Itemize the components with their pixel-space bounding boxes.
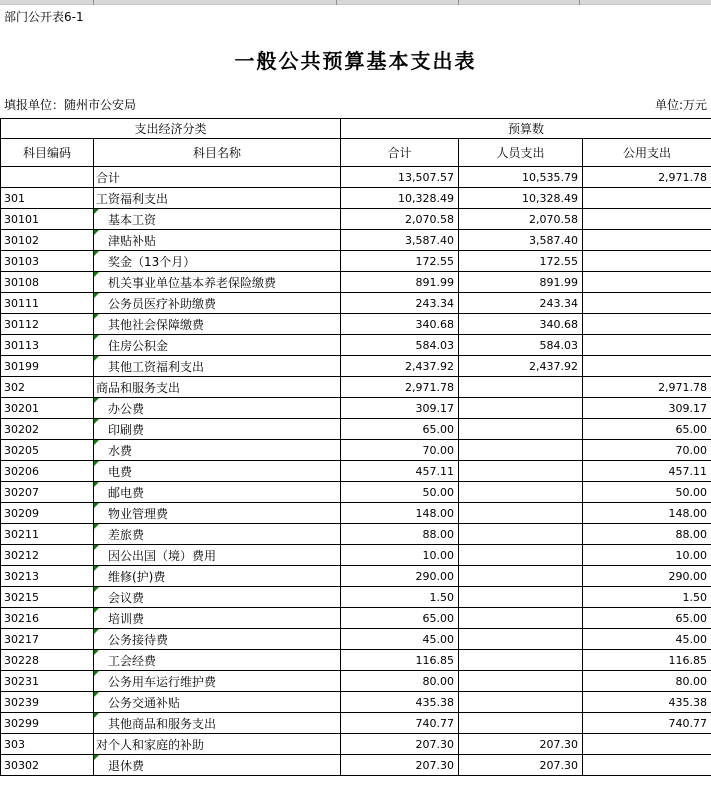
table-row (1, 671, 711, 692)
spreadsheet-grid-strip (0, 0, 711, 5)
table-row (1, 482, 711, 503)
error-indicator-icon (94, 482, 99, 487)
cell-public[interactable]: 70.00 (583, 440, 711, 461)
table-row (1, 167, 711, 188)
error-indicator-icon (94, 419, 99, 424)
cell-personnel[interactable]: 340.68 (459, 314, 583, 335)
cell-name[interactable] (94, 356, 341, 377)
table-row (1, 650, 711, 671)
cell-total[interactable]: 290.00 (341, 566, 459, 587)
cell-public[interactable]: 2,971.78 (583, 377, 711, 398)
table-row (1, 461, 711, 482)
cell-name[interactable] (94, 671, 341, 692)
cell-name[interactable] (94, 293, 341, 314)
cell-name[interactable] (94, 419, 341, 440)
error-indicator-icon (94, 209, 99, 214)
cell-name-text: 因公出国（境）费用 (108, 548, 217, 563)
cell-total[interactable]: 891.99 (341, 272, 459, 293)
cell-name-text: 会议费 (108, 590, 145, 605)
cell-total[interactable]: 2,971.78 (341, 377, 459, 398)
table-row (1, 209, 711, 230)
cell-name[interactable] (94, 587, 341, 608)
cell-total[interactable]: 740.77 (341, 713, 459, 734)
cell-code[interactable]: 30231 (1, 671, 94, 692)
error-indicator-icon (94, 566, 99, 571)
cell-public[interactable]: 45.00 (583, 629, 711, 650)
cell-personnel[interactable] (459, 482, 583, 503)
cell-code[interactable]: 30228 (1, 650, 94, 671)
cell-code[interactable]: 30213 (1, 566, 94, 587)
cell-name-text: 差旅费 (108, 527, 145, 542)
cell-total[interactable]: 2,437.92 (341, 356, 459, 377)
error-indicator-icon (94, 293, 99, 298)
cell-public[interactable] (583, 272, 711, 293)
error-indicator-icon (94, 251, 99, 256)
cell-name-text: 办公费 (108, 401, 145, 416)
cell-name-text: 公务接待费 (108, 632, 169, 647)
error-indicator-icon (94, 335, 99, 340)
cell-total[interactable]: 148.00 (341, 503, 459, 524)
cell-code[interactable]: 30112 (1, 314, 94, 335)
table-row (1, 377, 711, 398)
cell-public[interactable]: 65.00 (583, 419, 711, 440)
cell-code[interactable]: 30202 (1, 419, 94, 440)
cell-code[interactable]: 30103 (1, 251, 94, 272)
cell-total[interactable]: 65.00 (341, 608, 459, 629)
column-boundary-tick (93, 0, 94, 5)
cell-public[interactable] (583, 188, 711, 209)
cell-name[interactable] (94, 230, 341, 251)
cell-public[interactable]: 2,971.78 (583, 167, 711, 188)
cell-code[interactable]: 30101 (1, 209, 94, 230)
cell-total[interactable]: 207.30 (341, 755, 459, 776)
cell-personnel[interactable] (459, 671, 583, 692)
cell-personnel[interactable]: 10,328.49 (459, 188, 583, 209)
cell-name-text: 其他社会保障缴费 (108, 317, 205, 332)
table-row (1, 440, 711, 461)
cell-personnel[interactable]: 243.34 (459, 293, 583, 314)
cell-public[interactable]: 10.00 (583, 545, 711, 566)
cell-public[interactable] (583, 293, 711, 314)
error-indicator-icon (94, 314, 99, 319)
table-header (1, 119, 711, 167)
cell-name-text: 电费 (108, 464, 133, 479)
meta-line (4, 96, 707, 113)
cell-public[interactable]: 88.00 (583, 524, 711, 545)
table-row (1, 566, 711, 587)
cell-total[interactable]: 2,070.58 (341, 209, 459, 230)
cell-public[interactable] (583, 356, 711, 377)
cell-total[interactable]: 3,587.40 (341, 230, 459, 251)
table-row (1, 398, 711, 419)
error-indicator-icon (94, 587, 99, 592)
cell-personnel[interactable]: 2,070.58 (459, 209, 583, 230)
cell-personnel[interactable] (459, 524, 583, 545)
table-row (1, 272, 711, 293)
error-indicator-icon (94, 272, 99, 277)
error-indicator-icon (94, 503, 99, 508)
cell-public[interactable]: 457.11 (583, 461, 711, 482)
cell-personnel[interactable] (459, 566, 583, 587)
cell-personnel[interactable] (459, 398, 583, 419)
table-row (1, 356, 711, 377)
cell-personnel[interactable]: 207.30 (459, 734, 583, 755)
cell-name[interactable] (94, 713, 341, 734)
error-indicator-icon (94, 356, 99, 361)
column-header-total[interactable]: 合计 (341, 139, 459, 167)
cell-code[interactable]: 30302 (1, 755, 94, 776)
cell-code[interactable]: 30239 (1, 692, 94, 713)
cell-name-text: 公务员医疗补助缴费 (108, 296, 217, 311)
cell-total[interactable]: 309.17 (341, 398, 459, 419)
cell-total[interactable]: 88.00 (341, 524, 459, 545)
cell-name[interactable] (94, 692, 341, 713)
error-indicator-icon (94, 629, 99, 634)
table-row (1, 524, 711, 545)
cell-code[interactable]: 30217 (1, 629, 94, 650)
table-row (1, 419, 711, 440)
cell-total[interactable]: 207.30 (341, 734, 459, 755)
cell-name-text: 物业管理费 (108, 506, 169, 521)
cell-name-text: 水费 (108, 443, 133, 458)
column-header-personnel-expense[interactable]: 人员支出 (459, 139, 583, 167)
cell-code[interactable]: 30209 (1, 503, 94, 524)
cell-public[interactable] (583, 335, 711, 356)
column-header-public-expense[interactable]: 公用支出 (583, 139, 711, 167)
cell-total[interactable]: 45.00 (341, 629, 459, 650)
filler-unit-label: 填报单位：随州市公安局 (4, 98, 137, 112)
budget-table (0, 118, 711, 776)
group-header-expense-classification[interactable]: 支出经济分类 (1, 119, 341, 139)
cell-public[interactable]: 116.85 (583, 650, 711, 671)
cell-personnel[interactable] (459, 608, 583, 629)
cell-personnel[interactable]: 207.30 (459, 755, 583, 776)
cell-name-text: 机关事业单位基本养老保险缴费 (108, 275, 277, 290)
cell-name[interactable] (94, 251, 341, 272)
cell-personnel[interactable] (459, 419, 583, 440)
cell-code[interactable]: 30205 (1, 440, 94, 461)
table-row (1, 692, 711, 713)
cell-total[interactable]: 65.00 (341, 419, 459, 440)
group-header-row (1, 119, 711, 139)
cell-public[interactable] (583, 209, 711, 230)
cell-public[interactable] (583, 230, 711, 251)
cell-name-text: 工资福利支出 (96, 191, 169, 206)
cell-total[interactable]: 435.38 (341, 692, 459, 713)
cell-name[interactable] (94, 335, 341, 356)
table-row (1, 755, 711, 776)
cell-personnel[interactable]: 2,437.92 (459, 356, 583, 377)
cell-personnel[interactable] (459, 503, 583, 524)
cell-name-text: 退休费 (108, 758, 145, 773)
cell-personnel[interactable]: 891.99 (459, 272, 583, 293)
cell-public[interactable] (583, 755, 711, 776)
table-body (1, 167, 711, 776)
cell-personnel[interactable] (459, 692, 583, 713)
table-row (1, 230, 711, 251)
cell-code[interactable]: 303 (1, 734, 94, 755)
cell-total[interactable]: 70.00 (341, 440, 459, 461)
cell-code[interactable]: 30299 (1, 713, 94, 734)
cell-name-text: 培训费 (108, 611, 145, 626)
cell-total[interactable]: 116.85 (341, 650, 459, 671)
error-indicator-icon (94, 650, 99, 655)
cell-name[interactable] (94, 461, 341, 482)
cell-public[interactable] (583, 734, 711, 755)
cell-total[interactable]: 172.55 (341, 251, 459, 272)
cell-name[interactable] (94, 629, 341, 650)
table-row (1, 188, 711, 209)
cell-name-text: 邮电费 (108, 485, 145, 500)
cell-code[interactable] (1, 167, 94, 188)
table-row (1, 335, 711, 356)
cell-total[interactable]: 80.00 (341, 671, 459, 692)
cell-personnel[interactable] (459, 650, 583, 671)
error-indicator-icon (94, 608, 99, 613)
cell-name-text: 公务交通补贴 (108, 695, 181, 710)
table-row (1, 545, 711, 566)
cell-name-text: 奖金（13个月） (108, 254, 196, 269)
cell-name[interactable] (94, 188, 341, 209)
page-title: 一般公共预算基本支出表 (234, 49, 477, 73)
cell-code[interactable]: 301 (1, 188, 94, 209)
cell-total[interactable]: 584.03 (341, 335, 459, 356)
cell-public[interactable]: 50.00 (583, 482, 711, 503)
cell-personnel[interactable] (459, 440, 583, 461)
error-indicator-icon (94, 713, 99, 718)
cell-name-text: 其他商品和服务支出 (108, 716, 217, 731)
cell-public[interactable]: 435.38 (583, 692, 711, 713)
cell-total[interactable]: 50.00 (341, 482, 459, 503)
cell-public[interactable]: 290.00 (583, 566, 711, 587)
cell-total[interactable]: 340.68 (341, 314, 459, 335)
cell-name-text: 合计 (96, 170, 121, 185)
error-indicator-icon (94, 545, 99, 550)
error-indicator-icon (94, 755, 99, 760)
cell-total[interactable]: 13,507.57 (341, 167, 459, 188)
column-boundary-tick (336, 0, 337, 5)
cell-total[interactable]: 1.50 (341, 587, 459, 608)
cell-name[interactable] (94, 734, 341, 755)
error-indicator-icon (94, 440, 99, 445)
cell-public[interactable]: 309.17 (583, 398, 711, 419)
cell-total[interactable]: 457.11 (341, 461, 459, 482)
cell-code[interactable]: 30216 (1, 608, 94, 629)
cell-public[interactable]: 65.00 (583, 608, 711, 629)
cell-name[interactable] (94, 566, 341, 587)
cell-code[interactable]: 302 (1, 377, 94, 398)
cell-code[interactable]: 30211 (1, 524, 94, 545)
cell-code[interactable]: 30206 (1, 461, 94, 482)
cell-name-text: 住房公积金 (108, 338, 169, 353)
cell-name-text: 基本工资 (108, 212, 157, 227)
cell-code[interactable]: 30108 (1, 272, 94, 293)
cell-name[interactable] (94, 650, 341, 671)
cell-name[interactable] (94, 440, 341, 461)
cell-name[interactable] (94, 398, 341, 419)
cell-name[interactable] (94, 608, 341, 629)
cell-total[interactable]: 243.34 (341, 293, 459, 314)
unit-note: 单位:万元 (654, 98, 707, 112)
table-row (1, 629, 711, 650)
cell-name[interactable] (94, 482, 341, 503)
group-header-budget-figures[interactable]: 预算数 (341, 119, 711, 139)
cell-total[interactable]: 10,328.49 (341, 188, 459, 209)
cell-name-text: 公务用车运行维护费 (108, 674, 217, 689)
error-indicator-icon (94, 230, 99, 235)
cell-name-text: 工会经费 (108, 653, 157, 668)
cell-personnel[interactable]: 584.03 (459, 335, 583, 356)
cell-name-text: 商品和服务支出 (96, 380, 181, 395)
cell-personnel[interactable] (459, 587, 583, 608)
column-boundary-tick (579, 0, 580, 5)
cell-code[interactable]: 30199 (1, 356, 94, 377)
column-header-subject-code[interactable]: 科目编码 (1, 139, 94, 167)
error-indicator-icon (94, 398, 99, 403)
cell-name-text: 对个人和家庭的补助 (96, 737, 205, 752)
cell-name[interactable] (94, 314, 341, 335)
table-row (1, 587, 711, 608)
cell-name[interactable] (94, 755, 341, 776)
table-row (1, 608, 711, 629)
cell-name-text: 维修(护)费 (108, 569, 166, 584)
cell-public[interactable]: 148.00 (583, 503, 711, 524)
cell-name[interactable] (94, 377, 341, 398)
column-header-subject-name[interactable]: 科目名称 (94, 139, 341, 167)
cell-public[interactable]: 1.50 (583, 587, 711, 608)
cell-name[interactable] (94, 524, 341, 545)
cell-code[interactable]: 30102 (1, 230, 94, 251)
cell-code[interactable]: 30207 (1, 482, 94, 503)
cell-public[interactable] (583, 251, 711, 272)
cell-public[interactable]: 80.00 (583, 671, 711, 692)
cell-public[interactable] (583, 314, 711, 335)
cell-name[interactable] (94, 167, 341, 188)
cell-code[interactable]: 30215 (1, 587, 94, 608)
cell-name[interactable] (94, 503, 341, 524)
cell-name[interactable] (94, 545, 341, 566)
table-row (1, 251, 711, 272)
table-row (1, 293, 711, 314)
sheet-label: 部门公开表6-1 (4, 10, 84, 24)
cell-code[interactable]: 30212 (1, 545, 94, 566)
cell-name-text: 其他工资福利支出 (108, 359, 205, 374)
error-indicator-icon (94, 671, 99, 676)
error-indicator-icon (94, 692, 99, 697)
error-indicator-icon (94, 524, 99, 529)
cell-personnel[interactable] (459, 461, 583, 482)
table-row (1, 503, 711, 524)
error-indicator-icon (94, 461, 99, 466)
cell-name[interactable] (94, 209, 341, 230)
column-header-row (1, 139, 711, 167)
cell-personnel[interactable]: 10,535.79 (459, 167, 583, 188)
column-boundary-tick (458, 0, 459, 5)
table-row (1, 713, 711, 734)
cell-total[interactable]: 10.00 (341, 545, 459, 566)
cell-personnel[interactable] (459, 629, 583, 650)
table-row (1, 734, 711, 755)
cell-public[interactable]: 740.77 (583, 713, 711, 734)
cell-name[interactable] (94, 272, 341, 293)
cell-code[interactable]: 30111 (1, 293, 94, 314)
cell-personnel[interactable]: 172.55 (459, 251, 583, 272)
cell-personnel[interactable]: 3,587.40 (459, 230, 583, 251)
cell-personnel[interactable] (459, 545, 583, 566)
cell-personnel[interactable] (459, 377, 583, 398)
table-row (1, 314, 711, 335)
cell-code[interactable]: 30201 (1, 398, 94, 419)
cell-name-text: 津贴补贴 (108, 233, 157, 248)
cell-name-text: 印刷费 (108, 422, 145, 437)
cell-code[interactable]: 30113 (1, 335, 94, 356)
cell-personnel[interactable] (459, 713, 583, 734)
